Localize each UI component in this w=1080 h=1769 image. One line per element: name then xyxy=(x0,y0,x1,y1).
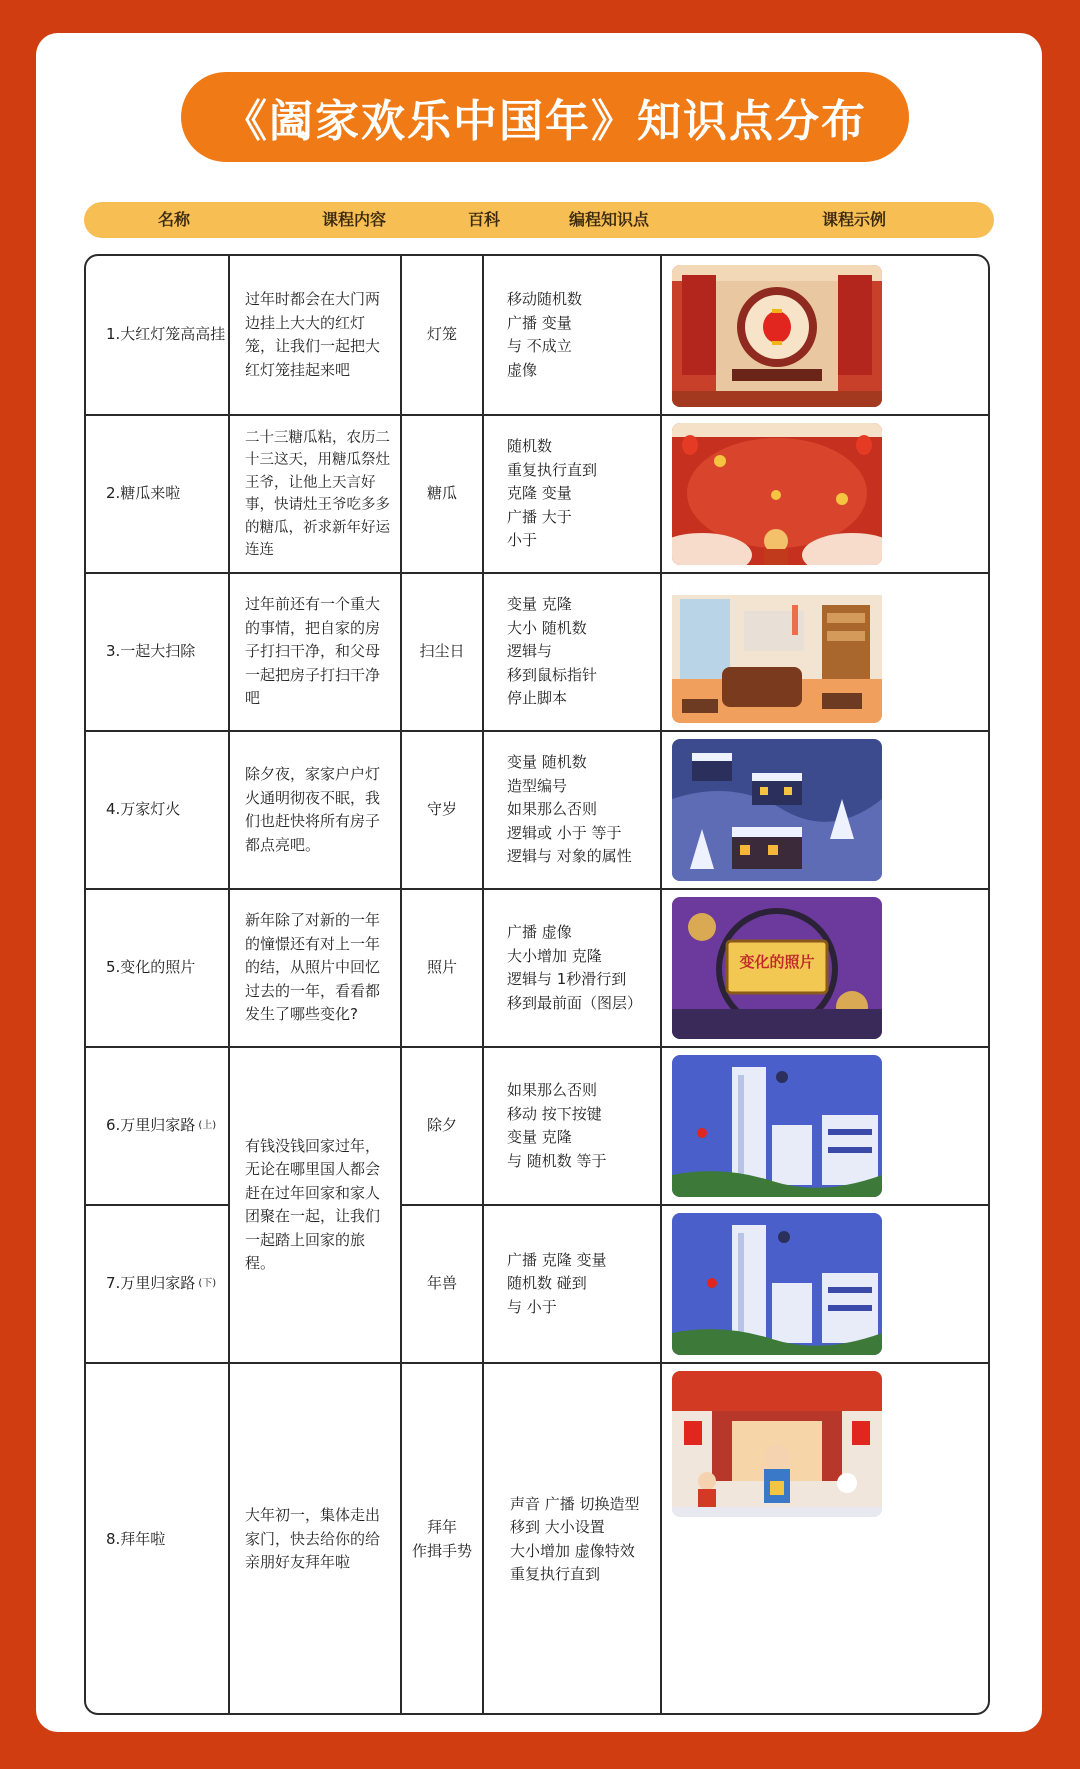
row-4-example-image xyxy=(672,739,882,881)
row-7-example-image xyxy=(672,1213,882,1355)
row-4-code: 变量 随机数 造型编号 如果那么否则 逻辑或 小于 等于 逻辑与 对象的属性 xyxy=(507,753,632,866)
row-5-content: 新年除了对新的一年的憧憬还有对上一年的结，从照片中回忆过去的一年，看看都发生了哪些变化? xyxy=(245,911,381,1024)
nian-beast-scene-icon xyxy=(672,1213,882,1355)
knowledge-table xyxy=(84,254,990,1715)
row-7-name xyxy=(86,1206,228,1362)
sugar-melon-scene-icon xyxy=(672,423,882,565)
row-1-content: 过年时都会在大门两边挂上大大的红灯笼，让我们一起把大红灯笼挂起来吧 xyxy=(245,290,381,379)
row-3-code: 变量 克隆 大小 随机数 逻辑与 移到鼠标指针 停止脚本 xyxy=(507,595,598,708)
row-2-name: 2.糖瓜来啦 xyxy=(106,484,181,503)
photo-change-scene-icon xyxy=(672,897,882,1039)
row-7-code: 广播 克隆 变量 随机数 碰到 与 小于 xyxy=(507,1250,607,1316)
row-6-name-text: 6.万里归家路 xyxy=(106,1116,196,1135)
new-year-greeting-scene-icon xyxy=(672,1371,882,1517)
header-baike: 百科 xyxy=(467,210,500,229)
table-header xyxy=(84,202,994,238)
row-2-baike: 糖瓜 xyxy=(426,484,457,503)
row-6-example-image xyxy=(672,1055,882,1197)
row-8-name: 8.拜年啦 xyxy=(106,1529,166,1548)
city-journey-scene-icon xyxy=(672,1055,882,1197)
header-code: 编程知识点 xyxy=(568,210,649,229)
row-8-baike: 拜年 作揖手势 xyxy=(411,1518,472,1560)
row-5-name: 5.变化的照片 xyxy=(106,958,196,977)
row-3-example-image xyxy=(672,581,882,723)
row-5-example-image xyxy=(672,897,882,1039)
row-6-code: 如果那么否则 移动 按下按键 变量 克隆 与 随机数 等于 xyxy=(507,1081,607,1170)
row-1-code: 移动随机数 广播 变量 与 不成立 虚像 xyxy=(507,290,583,379)
row-6-name xyxy=(86,1048,228,1204)
row-5-code: 广播 虚像 大小增加 克隆 逻辑与 1秒滑行到 移到最前面（图层） xyxy=(507,923,643,1012)
main-card xyxy=(36,33,1042,1732)
row-7-name-text: 7.万里归家路 xyxy=(106,1274,196,1293)
row-6-baike: 除夕 xyxy=(426,1116,457,1135)
rows-6-7-content: 有钱没钱回家过年，无论在哪里国人都会赶在过年回家和家人团聚在一起，让我们一起踏上回家的旅程。 xyxy=(245,1136,381,1272)
row-1-example-image xyxy=(672,265,882,407)
row-5-baike: 照片 xyxy=(426,958,457,977)
row-4-name: 4.万家灯火 xyxy=(106,800,181,819)
row-2-code: 随机数 重复执行直到 克隆 变量 广播 大于 小于 xyxy=(507,437,598,550)
header-name: 名称 xyxy=(157,210,190,229)
row-7-baike: 年兽 xyxy=(426,1274,457,1293)
row-8-example-image xyxy=(672,1371,882,1517)
header-example: 课程示例 xyxy=(821,210,886,229)
page-title: 《阖家欢乐中国年》知识点分布 xyxy=(181,72,909,162)
row-1-baike: 灯笼 xyxy=(426,325,457,344)
snow-village-scene-icon xyxy=(672,739,882,881)
row-8-content: 大年初一，集体走出家门，快去给你的给亲朋好友拜年啦 xyxy=(245,1506,381,1572)
row-3-baike: 扫尘日 xyxy=(419,642,465,661)
thumb5-title: 变化的照片 xyxy=(739,953,815,971)
row-3-name: 3.一起大扫除 xyxy=(106,642,196,661)
row-7-name-sub: (下) xyxy=(198,1278,217,1290)
row-8-code: 声音 广播 切换造型 移到 大小设置 大小增加 虚像特效 重复执行直到 xyxy=(510,1494,640,1583)
header-content: 课程内容 xyxy=(321,210,386,229)
row-6-name-sub: (上) xyxy=(198,1120,217,1132)
row-4-baike: 守岁 xyxy=(426,800,457,819)
living-room-scene-icon xyxy=(672,581,882,723)
row-3-content: 过年前还有一个重大的事情，把自家的房子打扫干净，和父母一起把房子打扫干净吧 xyxy=(245,595,381,708)
lantern-scene-icon xyxy=(672,265,882,407)
row-4-content: 除夕夜，家家户户灯火通明彻夜不眠，我们也赶快将所有房子都点亮吧。 xyxy=(245,765,381,854)
row-2-content: 二十三糖瓜粘，农历二十三这天，用糖瓜祭灶王爷，让他上天言好事，快请灶王爷吃多多的糖瓜，祈求新年好运连连 xyxy=(245,429,390,558)
row-1-name: 1.大红灯笼高高挂 xyxy=(106,325,226,344)
row-2-example-image xyxy=(672,423,882,565)
